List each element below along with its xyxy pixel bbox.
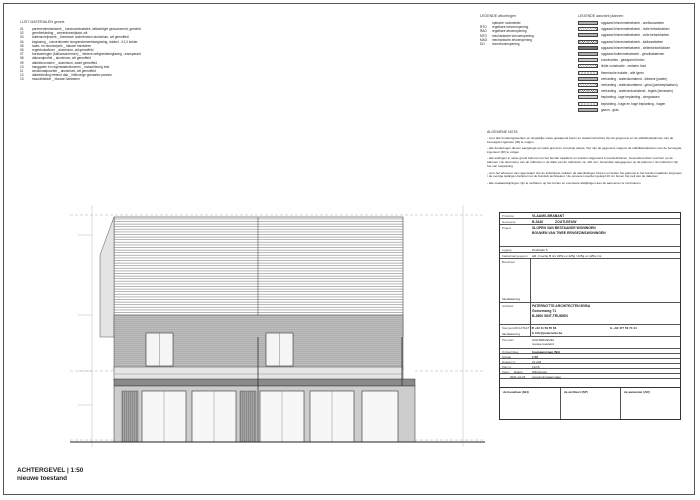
legend-swatch (578, 33, 598, 37)
signature-owner: de bouwheer (BH) (503, 390, 529, 394)
item-text: gazon - gras (601, 107, 619, 112)
item-text: dakrandprofiel _ aluminium, wit gemoffeld (32, 56, 91, 61)
project-line1: SLOPEN VAN BESTAANDE WONINGEN (532, 226, 596, 230)
item-text: thermische isolatie - alle typen (601, 70, 644, 75)
item-text: sectionaalpoorten _ aluminium, wit gemoffeld (32, 68, 96, 73)
legend-swatch (578, 27, 598, 31)
item-text: opgaand binnenmetselwerk - holle betonblokken (601, 27, 670, 32)
project-line2: BOUWEN VAN TWEE EENGEZINSWONINGEN (532, 231, 606, 235)
item-code: MTO (480, 33, 488, 38)
architect-tel: T +32 11 59 55 66 (532, 326, 557, 330)
item-text: borstweringen (balkonschermen) _ helders veiligheidsbeglazing - transparant (32, 52, 141, 57)
item-text: verharding - waterdoorlatend - grind (parkeerplaatsen) (601, 82, 678, 87)
general-notes (487, 130, 682, 188)
legend-swatch (578, 95, 598, 99)
revision-date-header: Datum (514, 370, 523, 374)
item-text: raam- en deurdorpels _ blauwe hardsteen (32, 43, 92, 48)
street-label: Ligging (502, 248, 512, 252)
caption-title: ACHTERGEVEL | 1:50 (17, 467, 84, 474)
item-text: regelbare afvoeropening (492, 29, 527, 34)
plan-title-line1: ACHTERGEVEL (532, 338, 555, 342)
legend-swatch (578, 77, 598, 81)
item-text: lichte constructie - metalen hout (601, 64, 647, 69)
architect-sign: handtekening (502, 332, 521, 336)
item-code: 11 (20, 68, 24, 73)
dossier-value: 21.294 (532, 360, 542, 364)
item-text: gevelbekleding _ cementvezelplaat, wit (32, 31, 88, 36)
cadastral-value: afd. 3 sectie B nrs 425k en 425g / 425g en 425w nrs (532, 254, 602, 258)
legend-swatch (578, 89, 598, 93)
architect-label: Architect (502, 304, 514, 308)
legend-swatch (578, 58, 598, 62)
drawing-caption (17, 467, 83, 483)
item-text: opgaand buitenmetselwerk - gevelbakstenen (601, 52, 665, 57)
materials-list (20, 27, 141, 81)
revision-changes-header: Wijzigingen (532, 370, 548, 374)
item-text: beplanting - lage beplanting - siergrassen (601, 95, 660, 100)
fase-label: Ontwerpfase (502, 350, 519, 354)
legend-swatch (578, 71, 598, 75)
legend-swatch (578, 52, 598, 56)
rear-elevation-drawing (70, 195, 485, 460)
note-paragraph: - alle maataanwijzingen zijn te verifiëren op het terrein en eventuele afwijkingen aan de aannemer te controleren (487, 180, 641, 185)
item-code: 01 (20, 27, 24, 32)
item-code: 03 (20, 35, 24, 40)
item-text: optische rookmelder (492, 21, 521, 26)
architect-street: Gorsemweg 71 (532, 309, 557, 313)
item-text: dakbekroonsten _ aluminium, zwart gemoffeld (32, 60, 97, 65)
municipality-value: ZOUTLEEUW (555, 220, 577, 224)
item-code: 08 (20, 56, 24, 61)
cadastral-label: Kadastraal gegeven (502, 254, 528, 258)
item-text: opgaand binnenmetselwerk - snelbouwsteen (601, 21, 665, 26)
revision-date: 2021-12-23 (510, 375, 526, 379)
scale-label: Schaal (502, 355, 511, 359)
item-text: muurafdekkel _ blauwe hardsteen (32, 77, 80, 82)
note-paragraph: - alle funderingen dienen aangelegd op vaste grond en vorstvrije diepte; hier zijn de gegevens volgens de stabiliteitsplannen van de bevoegde ingenieur (IR) te volgen (487, 146, 682, 155)
item-code: 05 (20, 43, 24, 48)
legend-swatch (578, 108, 598, 112)
item-code: 06 (20, 48, 24, 53)
list-item (480, 42, 534, 46)
legend-swatch (578, 83, 598, 87)
materials-title: LIJST MATERIALEN gevels (20, 20, 65, 24)
list-item (578, 107, 678, 113)
item-text: doorstroomopening (492, 42, 520, 47)
item-text: parementmetselwerk _ handvormbakstee, wittachtig/e genuanceerd, gemeild (32, 27, 141, 32)
list-item (20, 77, 141, 81)
scale-value: 1:50 (532, 355, 539, 359)
dossier-label: Dossier nr. (502, 360, 516, 364)
legend-swatch (578, 46, 598, 50)
item-code: RAO (480, 29, 487, 34)
plan-label: Titel plan (502, 338, 514, 342)
item-text: verharding - waterdoorlatend - klinkers (paden) (601, 76, 668, 81)
legend-swatch (578, 40, 598, 44)
item-text: opgaand binnenmetselwerk - kalkzandsteen (601, 39, 664, 44)
item-text: hanggoten en regenwaterafvoeren _ natuurkleurig zink (32, 64, 110, 69)
legend-swatch (578, 21, 598, 25)
item-text: buitenschrijnwerk _ thermisch onderbroken aluminium, wit gemoffeld (32, 35, 129, 40)
plan-title-line2: nieuwe toestand (532, 342, 554, 346)
item-text: beglazing _ conventionele hoogrendementsbeglazing, dubbel - K1,0 kelder (32, 39, 138, 44)
province-label: Provincie (502, 214, 514, 218)
planno-value: 12/15 (532, 365, 540, 369)
note-paragraph: - voor alle funderingswerken en lengtelijke vaste gewapend beton en staalconstructies zijn de gegevens en de stabiliteitsplannen van de bevoegde ingenieur (IR) te volgen (487, 136, 674, 144)
notes-title: ALGEMENE NOTA (487, 130, 518, 134)
legend-swatch (578, 102, 598, 106)
item-code: 10 (20, 64, 24, 69)
note-paragraph: - voor het afvoeren van regenwater zijn de individuele stukken de aansluitingen binnen en buiten het gebouw in het bundel naadloze begrepen / de overige leidingen behoren tot de bundels technieken / de opvoeren werden gelegd 10 cm boven het peil van de dakvloer (487, 170, 682, 179)
architect-gsm: G +32 477 50 74 44 (610, 326, 637, 330)
signature-contractor: de aannemer (AR) (624, 390, 650, 394)
item-text: constructies - gewapend beton (601, 58, 645, 63)
caption-subtitle: nieuwe toestand (17, 475, 68, 482)
architect-mail: E info@paternotte.be (532, 331, 563, 335)
item-text: mechanische afvoeropening (492, 37, 532, 42)
province-value: VLAAMS-BRABANT (532, 214, 565, 218)
item-code: 04 (20, 39, 24, 44)
plan-legend-title: LEGENDE aanzicht plannen (578, 14, 624, 18)
item-text: opgaand binnenmetselwerk - volle betonblokken (601, 33, 670, 38)
item-code: MAO (480, 37, 488, 42)
item-code: 13 (20, 77, 24, 82)
item-code: DO (480, 42, 485, 47)
abbr-legend-list (480, 21, 534, 46)
municipality-label: Gemeente (502, 220, 516, 224)
item-text: opgaand binnenmetselwerk - cellenbetonblokken (601, 45, 671, 50)
item-text: regelbare toevoeropening (492, 25, 529, 30)
item-code: RTO (480, 25, 487, 30)
item-code: 02 (20, 31, 24, 36)
item-text: beplanting - hage en hoge beplanting - hagen (601, 101, 666, 106)
title-block (499, 212, 681, 420)
item-text: dakbekleding hellend dak _ bitikvorige golvaalen pannen (32, 73, 112, 78)
planno-label: Plan nr. (502, 365, 512, 369)
legend-swatch (578, 64, 598, 68)
item-text: verharding - waterondoorlatend - tegels (terrassen) (601, 89, 673, 94)
abbr-legend-title: LEGENDE afkortingen (480, 14, 516, 18)
architect-sign-label: Stempel ARCHITECTEN (502, 326, 534, 330)
owner-sign-label: handtekening (502, 297, 521, 301)
signature-architect: de architect (SP) (564, 390, 588, 394)
revision-index-header: Index (502, 370, 510, 374)
plan-legend-list (578, 20, 678, 113)
item-code: 09 (20, 60, 24, 65)
street-value: Prodriaan 5 (532, 248, 548, 252)
owner-label: Bouwheer (502, 260, 516, 264)
item-text: mechanische toevoeropening (492, 33, 534, 38)
item-text: regenbuisafvoer _ aluminium, wit gemoffeld (32, 48, 94, 53)
architect-city: B-3800 SINT-TRUIDEN (532, 314, 568, 318)
architect-name: PATERNOTTE ARCHITECTEN BVBA (532, 304, 591, 308)
note-paragraph: - alle leidingen in vaste grond behoren tot het bundel naadloze en worden uitgevoerd in bundels/tuizen, bovenafvoerbuis voorzien op de plannen / de doormeter van de ruitbuizen / de dikte van de ruitbuizen ca. 110 mm; bovendien aangegeven op de plannen / de ruitbuizen zijn het van toepassing (487, 156, 679, 169)
municipality-code: B-3440 (532, 220, 544, 224)
item-code: 12 (20, 73, 24, 78)
revision-text: vergunningsaanvraag (532, 375, 561, 379)
fase-value: bouwaanvraag (NA) (532, 350, 561, 354)
item-code: 07 (20, 52, 24, 57)
project-label: Project (502, 226, 511, 230)
